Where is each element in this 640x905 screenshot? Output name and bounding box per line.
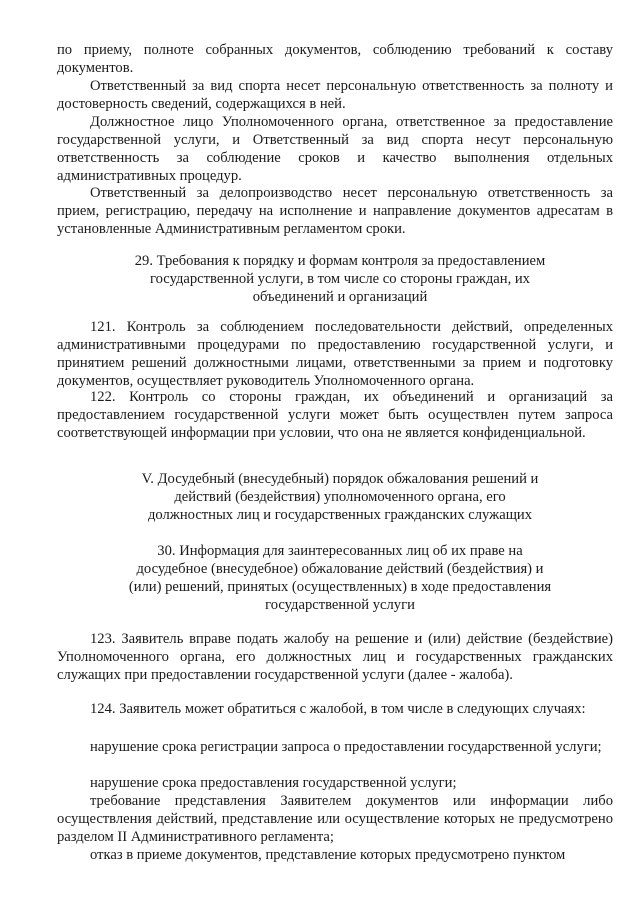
heading-line: досудебное (внесудебное) обжалование действий (бездействия) и [136,561,544,577]
heading-line: действий (бездействия) уполномоченного органа, его [174,489,506,505]
heading-line: должностных лиц и государственных гражданских служащих [147,507,533,523]
heading-line: государственной услуги, в том числе со стороны граждан, их [150,271,530,287]
section-heading-30 [70,542,610,614]
paragraph-124: 124. Заявитель может обратиться с жалобой, в том числе в следующих случаях: [90,701,586,717]
section-heading-29 [70,252,610,306]
paragraph-122: 122. Контроль со стороны граждан, их объединений и организаций за предоставлением государственной услуги может быть осуществлен путем запроса соответствующей информации при условии, что она не является конфиденциальной. [57,389,613,441]
list-item-service-delay: нарушение срока предоставления государственной услуги; [90,775,457,791]
heading-line: V. Досудебный (внесудебный) порядок обжалования решений и [141,471,539,487]
list-item-registration-delay: нарушение срока регистрации запроса о предоставлении государственной услуги; [90,739,602,755]
list-item-refusal: отказ в приеме документов, представление которых предусмотрено пунктом [90,847,566,863]
paragraph-123: 123. Заявитель вправе подать жалобу на решение и (или) действие (бездействие) Уполномоченного органа, его должностных лиц и государственных гражданских служащих при предоставлении государственной услуги (далее - жалоба). [57,631,613,683]
paragraph-intro: по приему, полноте собранных документов, соблюдению требований к составу документов. [57,42,613,76]
paragraph-records-responsibility: Ответственный за делопроизводство несет персональную ответственность за прием, регистрацию, передачу на исполнение и направление документов адресатам в установленные Административным регламентом сроки. [57,185,613,237]
heading-line: 30. Информация для заинтересованных лиц об их праве на [157,543,523,559]
heading-line: 29. Требования к порядку и формам контроля за предоставлением [134,253,546,269]
section-heading-V [70,470,610,524]
heading-line: государственной услуги [265,597,415,613]
heading-line: (или) решений, принятых (осуществленных) в ходе предоставления [128,579,552,595]
heading-line: объединений и организаций [252,289,428,305]
paragraph-official-responsibility: Должностное лицо Уполномоченного органа, ответственное за предоставление государственной услуги, и Ответственный за вид спорта несут персональную ответственность за соблюдение сроков и качество выполнения отдельных административных процедур. [57,114,613,184]
list-item-extra-documents: требование представления Заявителем документов или информации либо осуществления действий, представление или осуществление которых не предусмотрено разделом II Административного регламента; [57,793,613,845]
paragraph-121: 121. Контроль за соблюдением последовательности действий, определенных административными процедурами по предоставлению государственной услуги, и принятием решений должностными лицами, ответственными за прием и подготовку документов, осуществляет руководитель Уполномоченного органа. [57,319,613,389]
paragraph-sport-responsible: Ответственный за вид спорта несет персональную ответственность за полноту и достоверность сведений, содержащихся в ней. [57,78,613,112]
